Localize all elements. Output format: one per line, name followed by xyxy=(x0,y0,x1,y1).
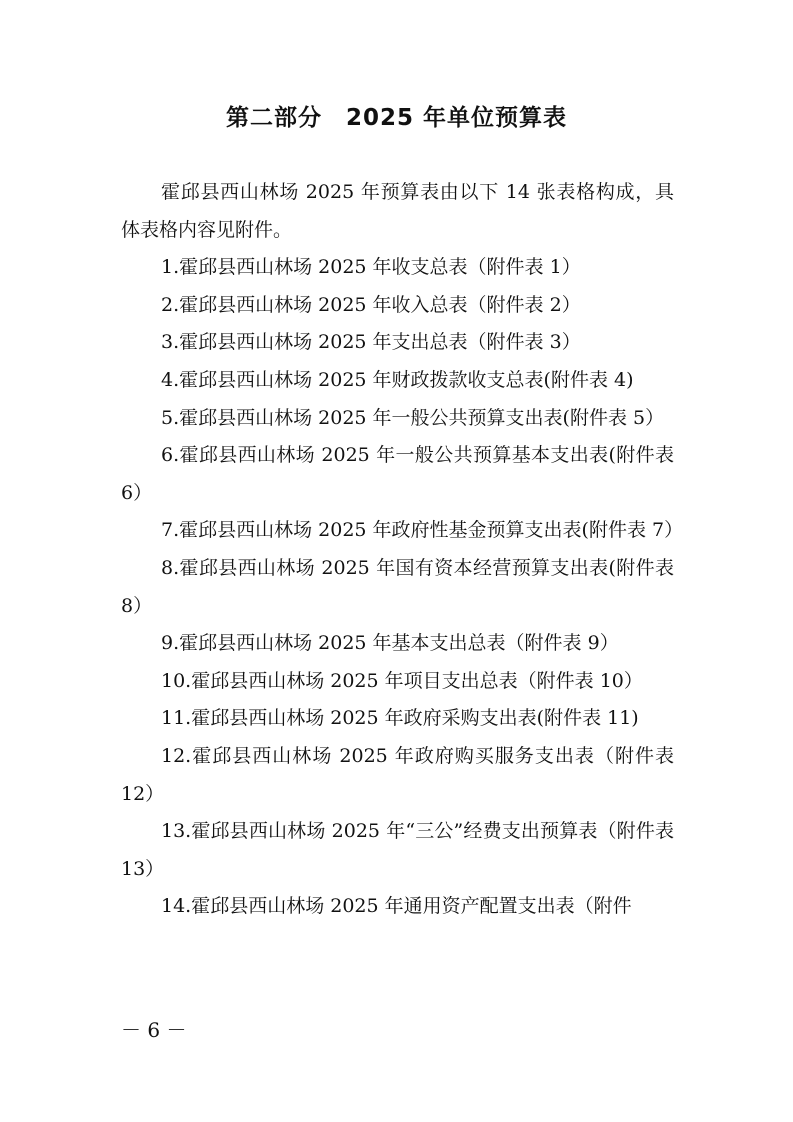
page-number: － 6 － xyxy=(121,1018,187,1042)
list-item: 4.霍邱县西山林场 2025 年财政拨款收支总表(附件表 4) xyxy=(161,368,634,391)
list-item: 5.霍邱县西山林场 2025 年一般公共预算支出表(附件表 5） xyxy=(161,406,665,429)
list-item: 13.霍邱县西山林场 2025 年“三公”经费支出预算表（附件表 13） xyxy=(121,820,674,880)
list-item: 10.霍邱县西山林场 2025 年项目支出总表（附件表 10） xyxy=(161,669,643,692)
list-item: 7.霍邱县西山林场 2025 年政府性基金预算支出表(附件表 7） xyxy=(161,519,684,542)
list-item: 11.霍邱县西山林场 2025 年政府采购支出表(附件表 11) xyxy=(161,707,639,730)
intro-paragraph: 霍邱县西山林场 2025 年预算表由以下 14 张表格构成，具体表格内容见附件。 xyxy=(121,181,674,241)
list-item: 14.霍邱县西山林场 2025 年通用资产配置支出表（附件 xyxy=(161,895,632,918)
section-title: 第二部分 2025 年单位预算表 xyxy=(225,105,568,131)
list-item: 2.霍邱县西山林场 2025 年收入总表（附件表 2） xyxy=(161,293,581,316)
document-body xyxy=(121,174,684,926)
list-item: 1.霍邱县西山林场 2025 年收支总表（附件表 1） xyxy=(161,256,581,279)
list-item: 6.霍邱县西山林场 2025 年一般公共预算基本支出表(附件表 6） xyxy=(121,444,674,504)
list-item: 9.霍邱县西山林场 2025 年基本支出总表（附件表 9） xyxy=(161,632,619,655)
list-item: 3.霍邱县西山林场 2025 年支出总表（附件表 3） xyxy=(161,331,581,354)
list-item: 12.霍邱县西山林场 2025 年政府购买服务支出表（附件表 12） xyxy=(121,744,674,805)
list-item: 8.霍邱县西山林场 2025 年国有资本经营预算支出表(附件表 8） xyxy=(121,556,674,617)
